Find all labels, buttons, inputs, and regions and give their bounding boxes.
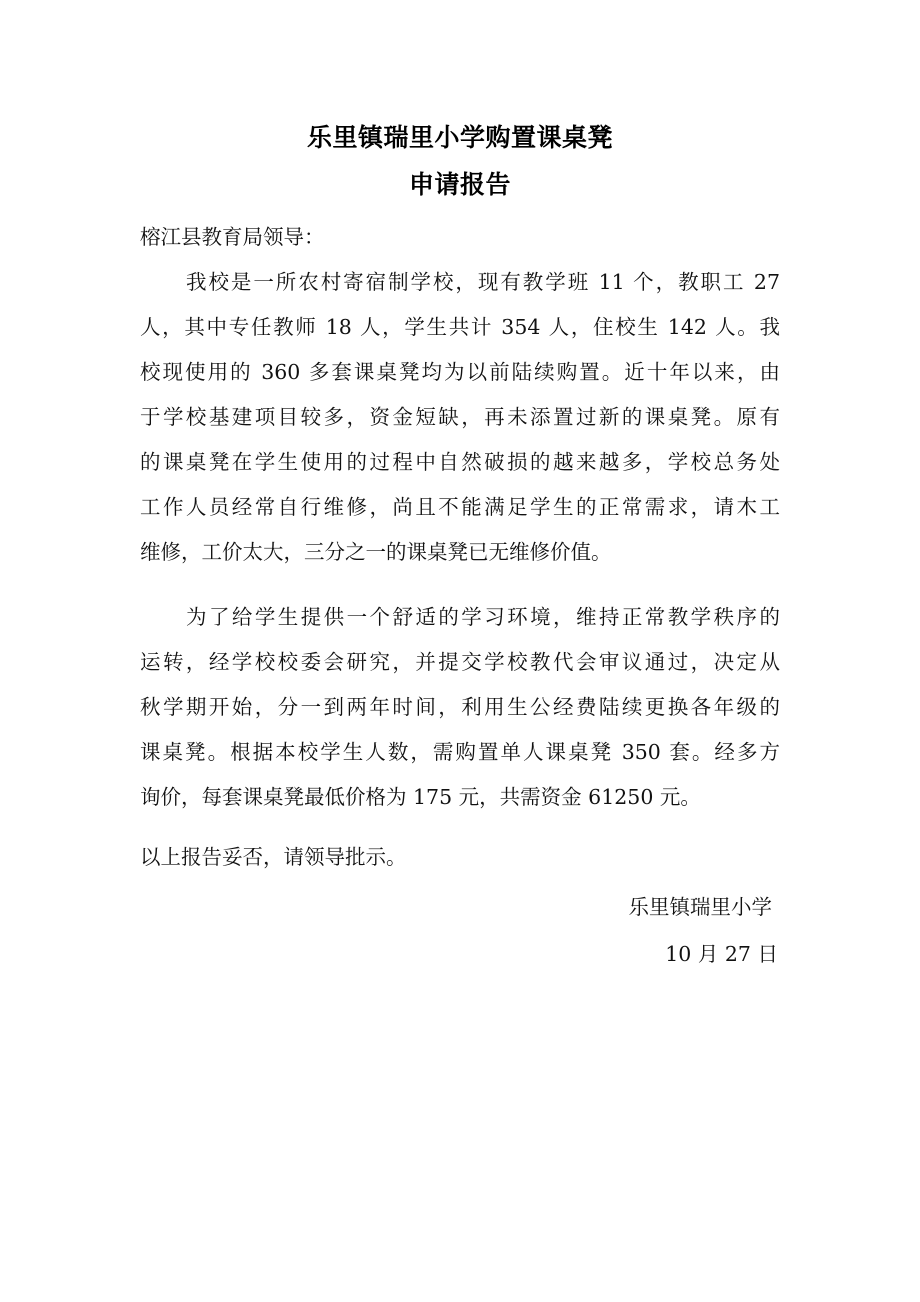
paragraph-1-line-2: 人，其中专任教师 18 人，学生共计 354 人，住校生 142 人。我 <box>140 315 780 339</box>
paragraph-2-line-1: 为了给学生提供一个舒适的学习环境，维持正常教学秩序的 <box>186 605 780 629</box>
paragraph-1-line-1: 我校是一所农村寄宿制学校，现有教学班 11 个，教职工 27 <box>186 270 780 294</box>
paragraph-2-line-3: 秋学期开始，分一到两年时间，利用生公经费陆续更换各年级的 <box>140 695 780 719</box>
closing-request: 以上报告妥否，请领导批示。 <box>140 845 407 869</box>
paragraph-2-line-4: 课桌凳。根据本校学生人数，需购置单人课桌凳 350 套。经多方 <box>140 740 780 764</box>
signature-school: 乐里镇瑞里小学 <box>628 895 772 919</box>
document-title: 乐里镇瑞里小学购置课桌凳 <box>306 123 613 152</box>
salutation: 榕江县教育局领导： <box>140 225 325 249</box>
paragraph-1-line-3: 校现使用的 360 多套课桌凳均为以前陆续购置。近十年以来，由 <box>140 360 780 384</box>
paragraph-1-line-5: 的课桌凳在学生使用的过程中自然破损的越来越多，学校总务处 <box>140 450 780 474</box>
paragraph-1-line-4: 于学校基建项目较多，资金短缺，再未添置过新的课桌凳。原有 <box>140 405 780 429</box>
paragraph-2-line-5: 询价，每套课桌凳最低价格为 175 元，共需资金 61250 元。 <box>140 785 701 809</box>
paragraph-2-line-2: 运转，经学校校委会研究，并提交学校教代会审议通过，决定从 <box>140 650 780 674</box>
document-subtitle: 申请报告 <box>408 170 511 199</box>
signature-date: 10 月 27 日 <box>665 942 778 966</box>
paragraph-1-line-7: 维修，工价太大，三分之一的课桌凳已无维修价值。 <box>140 540 612 564</box>
paragraph-1-line-6: 工作人员经常自行维修，尚且不能满足学生的正常需求，请木工 <box>140 495 780 519</box>
